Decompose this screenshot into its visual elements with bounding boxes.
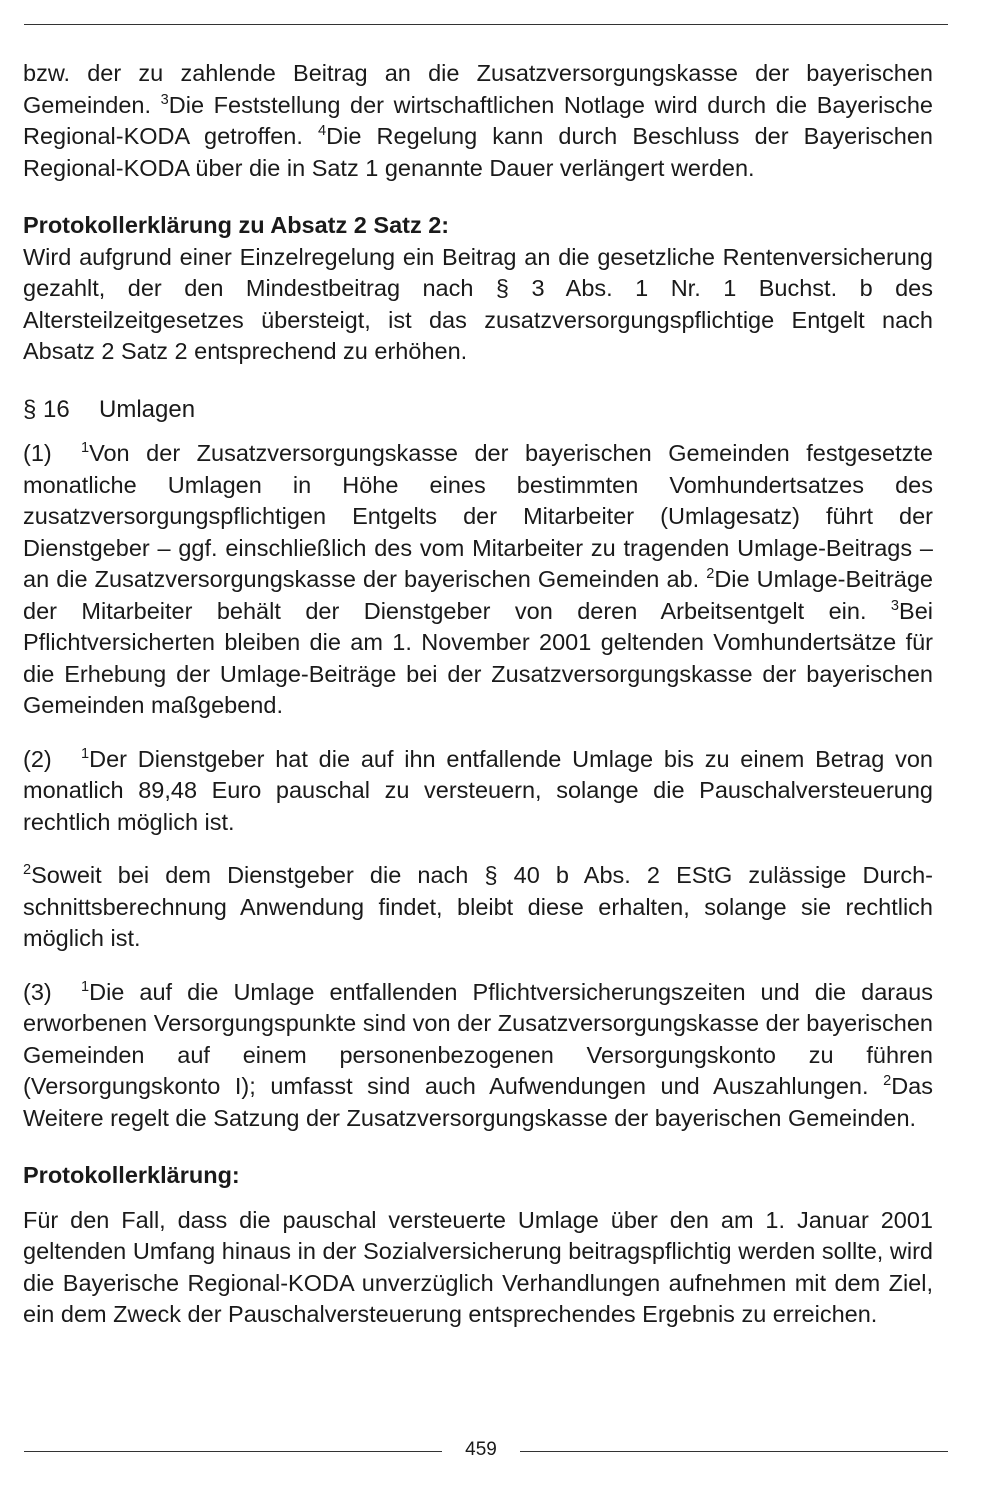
- paragraph-2-number: (2): [23, 745, 52, 772]
- footer-rule-right: [520, 1451, 948, 1452]
- paragraph-1: (1) $^1$Von der Zusatzversorgungskasse der bayerischen Gemeinden festgesetzte monatliche Umlagen in Höhe eines bestimmten Vomhundertsatzes des zusatzversorgungspflichtigen Entgelts der Mitarbeiter (Umlagesatz) führt der Dienstgeber – ggf. einschließlich des vom Mitarbeiter zu tragenden Umlage-Beitrags – an die Zusatzversorgungskasse der bayerischen Gemeinden ab. $^2$Die Umlage-Beiträge der Mitarbeiter behält der Dienstgeber von deren Arbeitsentgelt ein. $^3$Bei Pflichtversicherten bleiben die am 1. November 2001 geltenden Vomhundertsätze für die Erhebung der Umlage-Beiträge bei der Zusatzversorgungskasse der bayerischen Gemeinden maßgebend.: [23, 439, 933, 718]
- paragraph-3: (3) $^1$Die auf die Umlage entfallenden Pflichtversicherungszeiten und die daraus erworbenen Versorgungspunkte sind von der Zusatzversorgungskasse der bayerischen Gemeinden auf einem personenbezogenen Versorgungskonto zu führen (Versorgungskonto I); umfasst sind auch Aufwendungen und Auszahlungen. $^2$Das Weitere regelt die Satzung der Zusatzversorgungskasse der bayerischen Gemeinden.: [23, 978, 933, 1131]
- protocol-1-text: Wird aufgrund einer Einzelregelung ein Beitrag an die gesetzliche Rentenversicherung gezahlt, der den Mindestbeitrag nach § 3 Abs. 1 Nr. 1 Buchst. b des Altersteilzeitgesetzes übersteigt, ist das zusatzversorgungspflichtige Entgelt nach Absatz 2 Satz 2 entsprechend zu erhöhen.: [23, 243, 933, 364]
- paragraph-2-sentence-2: $^2$Soweit bei dem Dienstgeber die nach § 40 b Abs. 2 EStG zulässige Durchschnittsberechnung Anwendung findet, bleibt diese erhalten, solange sie rechtlich möglich ist.: [23, 861, 933, 951]
- paragraph-1-number: (1): [23, 440, 52, 466]
- section-number: § 16: [23, 395, 70, 423]
- paragraph-2: (2) $^1$Der Dienstgeber hat die auf ihn entfallende Umlage bis zu einem Betrag von monatlich 89,48 Euro pauschal zu versteuern, solange die Pauschalversteuerung rechtlich möglich ist.: [23, 745, 933, 835]
- page-number: 459: [465, 1439, 497, 1460]
- section-heading: [23, 394, 933, 426]
- protocol-2-text: Für den Fall, dass die pauschal versteuerte Umlage über den am 1. Januar 2001 geltenden Umfang hinaus in der Sozialversicherung beitragspflichtig werden sollte, wird die Bayerische Regional-KODA unverzüglich Verhandlungen aufnehmen mit dem Ziel, ein dem Zweck der Pauschalversteuerung entsprechendes Ergebnis zu erreichen.: [23, 1206, 933, 1327]
- section-title: Umlagen: [99, 395, 196, 423]
- footer-rule-left: [24, 1451, 442, 1452]
- page-content: [23, 58, 933, 1331]
- intro-paragraph: bzw. der zu zahlende Beitrag an die Zusatzversorgungskasse der bayerischen Gemeinden. $^3$Die Feststellung der wirtschaftlichen Notlage wird durch die Bayerische Regional-KODA getroffen. $^4$Die Regelung kann durch Beschluss der Bayerischen Regional-KODA über die in Satz 1 genannte Dauer verlängert werden.: [23, 60, 934, 181]
- top-rule: [24, 24, 948, 25]
- protocol-2-heading: Protokollerklärung:: [23, 1162, 240, 1188]
- protocol-1-heading: Protokollerklärung zu Absatz 2 Satz 2:: [23, 212, 450, 238]
- paragraph-3-number: (3): [23, 978, 52, 1005]
